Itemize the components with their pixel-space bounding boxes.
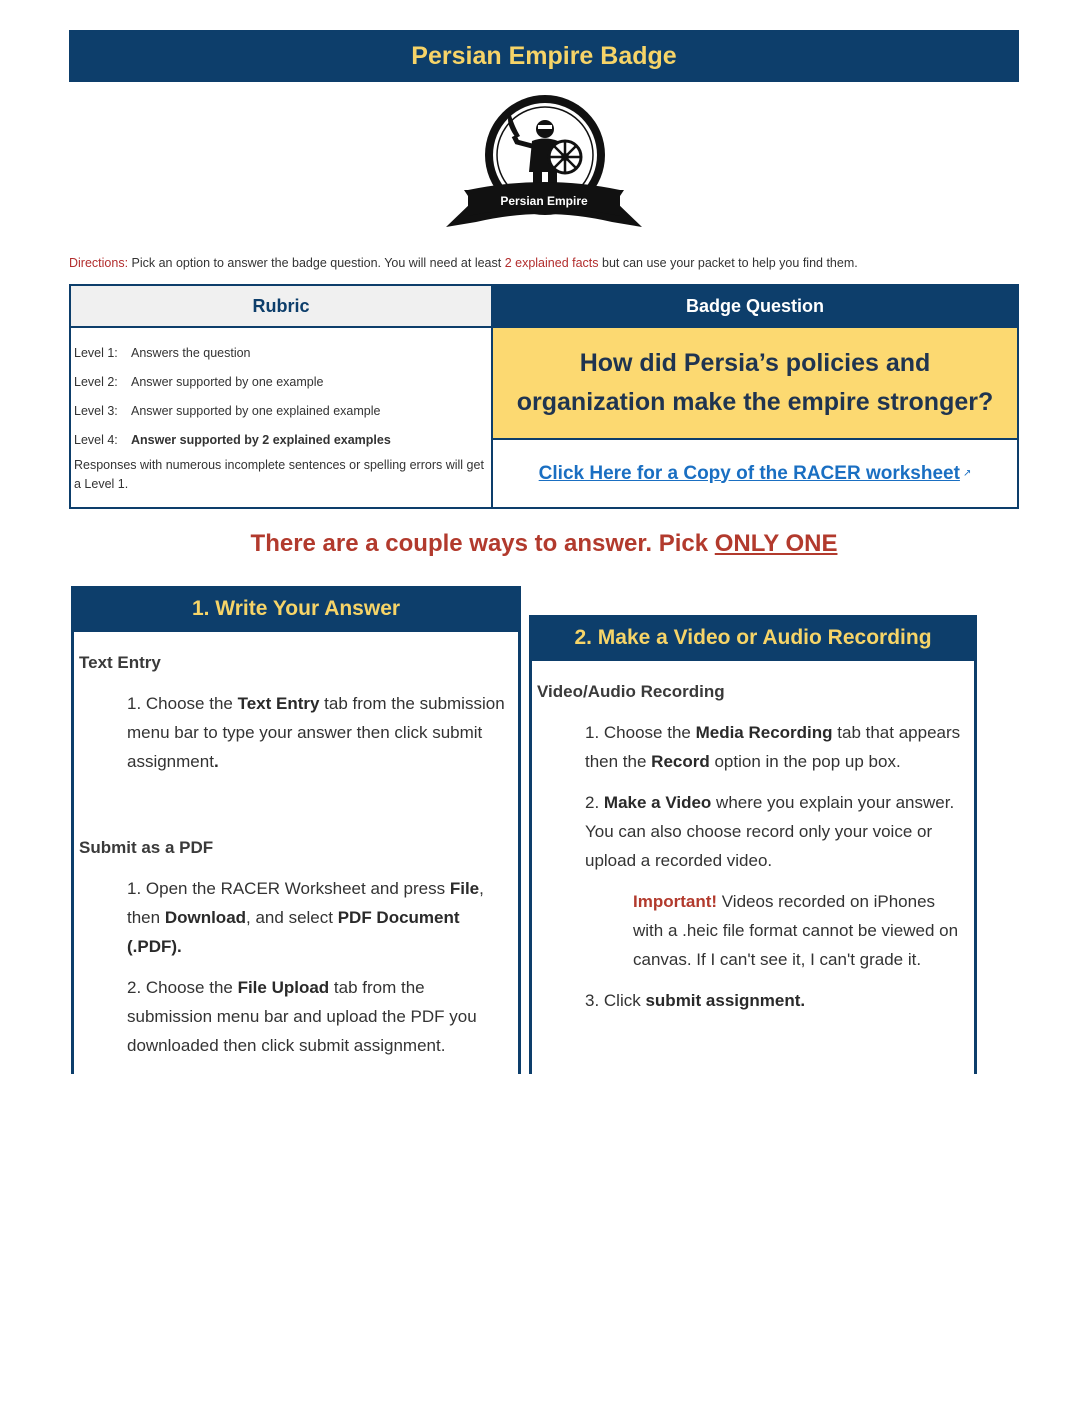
badge-question-text: How did Persia’s policies and organization make the empire stronger? [493, 328, 1017, 440]
pdf-step [79, 874, 512, 961]
directions [69, 256, 1029, 270]
step-text: 3. Click [585, 991, 646, 1010]
directions-text-a: Pick an option to answer the badge question. You will need at least [128, 256, 505, 270]
badge-question-column [493, 286, 1017, 507]
rubric-level-key: Level 1: [74, 345, 118, 360]
options-heading [69, 530, 1019, 558]
text-entry-title: Text Entry [79, 653, 161, 672]
rubric-note: Responses with numerous incomplete sentences or spelling errors will get a Level 1. [74, 458, 484, 491]
directions-highlight: 2 explained facts [504, 256, 599, 270]
rubric-level-key: Level 3: [74, 403, 118, 418]
option-write-answer-body [74, 648, 518, 1060]
pdf-step [79, 973, 512, 1060]
step-emphasis: Text Entry [237, 694, 320, 713]
rubric-heading: Rubric [71, 286, 491, 328]
rubric-level-row [74, 367, 487, 396]
step-text: where you explain your answer. You can also choose record only your voice or upload a recorded video. [585, 793, 955, 870]
text-entry-step [79, 689, 512, 776]
rubric-level-value: Answer supported by one example [131, 374, 324, 389]
recording-step [537, 986, 968, 1015]
step-emphasis: PDF Document (.PDF) [127, 908, 460, 956]
important-label: Important! [633, 892, 718, 911]
step-text: 2. [585, 793, 604, 812]
step-text: option in the pop up box. [709, 752, 901, 771]
external-link-icon: ↗ [962, 468, 972, 479]
persian-empire-badge-logo [444, 94, 644, 234]
worksheet-link-cell [493, 440, 1017, 507]
option-write-answer-card [71, 586, 521, 1074]
rubric-level-row [74, 338, 487, 367]
step-emphasis: submit assignment [645, 991, 801, 1010]
badge-banner-text: Persian Empire [500, 194, 588, 208]
step-emphasis: Media Recording [695, 723, 833, 742]
step-text: 1. Open the RACER Worksheet and press [127, 879, 450, 898]
step-text: 2. Choose the [127, 978, 238, 997]
option-write-answer-title: 1. Write Your Answer [74, 586, 518, 632]
step-emphasis: . [177, 937, 182, 956]
step-emphasis: . [213, 752, 219, 771]
important-note [537, 887, 968, 974]
page-title: Persian Empire Badge [411, 41, 677, 70]
step-emphasis: . [800, 991, 806, 1010]
rubric-level-row [74, 396, 487, 425]
rubric-table [69, 284, 1019, 509]
step-text: tab that appears then the [585, 723, 961, 771]
rubric-body [71, 328, 491, 494]
step-text: 1. Choose the [585, 723, 696, 742]
step-text: 1. Choose the [127, 694, 238, 713]
racer-worksheet-link[interactable]: Click Here for a Copy of the RACER worksheet [538, 462, 960, 484]
important-text: Videos recorded on iPhones with a .heic file format cannot be viewed on canvas. If I can't see it, I can't grade it. [633, 892, 959, 969]
option-recording-card [529, 615, 977, 1074]
rubric-column [71, 286, 493, 507]
rubric-level-key: Level 2: [74, 374, 118, 389]
directions-text-b: but can use your packet to help you find them. [598, 256, 858, 270]
page-title-bar [69, 30, 1019, 82]
rubric-level-value: Answer supported by one explained example [131, 403, 381, 418]
rubric-level-value: Answer supported by 2 explained examples [131, 432, 391, 447]
directions-label: Directions: [69, 256, 129, 270]
step-emphasis: Make a Video [603, 793, 712, 812]
step-text: , and select [246, 908, 338, 927]
recording-step [537, 718, 968, 776]
badge-question-heading: Badge Question [493, 286, 1017, 328]
option-recording-title: 2. Make a Video or Audio Recording [532, 615, 974, 661]
options-heading-text: There are a couple ways to answer. Pick [250, 530, 715, 557]
step-text: , then [127, 879, 484, 927]
rubric-level-value: Answers the question [131, 345, 251, 360]
step-emphasis: File Upload [237, 978, 330, 997]
step-text: tab from the submission menu bar to type your answer then click submit assignment [127, 694, 505, 771]
step-emphasis: Record [651, 752, 710, 771]
rubric-level-key: Level 4: [74, 432, 118, 447]
rubric-level-row [74, 425, 487, 454]
step-text: tab from the submission menu bar and upload the PDF you downloaded then click submit assignment. [127, 978, 477, 1055]
options-heading-emphasis: ONLY ONE [714, 530, 838, 557]
step-emphasis: Download [164, 908, 247, 927]
step-emphasis: File [449, 879, 480, 898]
pdf-title: Submit as a PDF [79, 838, 214, 857]
option-recording-body [532, 677, 974, 1015]
recording-step [537, 788, 968, 875]
recording-subtitle: Video/Audio Recording [537, 682, 725, 701]
